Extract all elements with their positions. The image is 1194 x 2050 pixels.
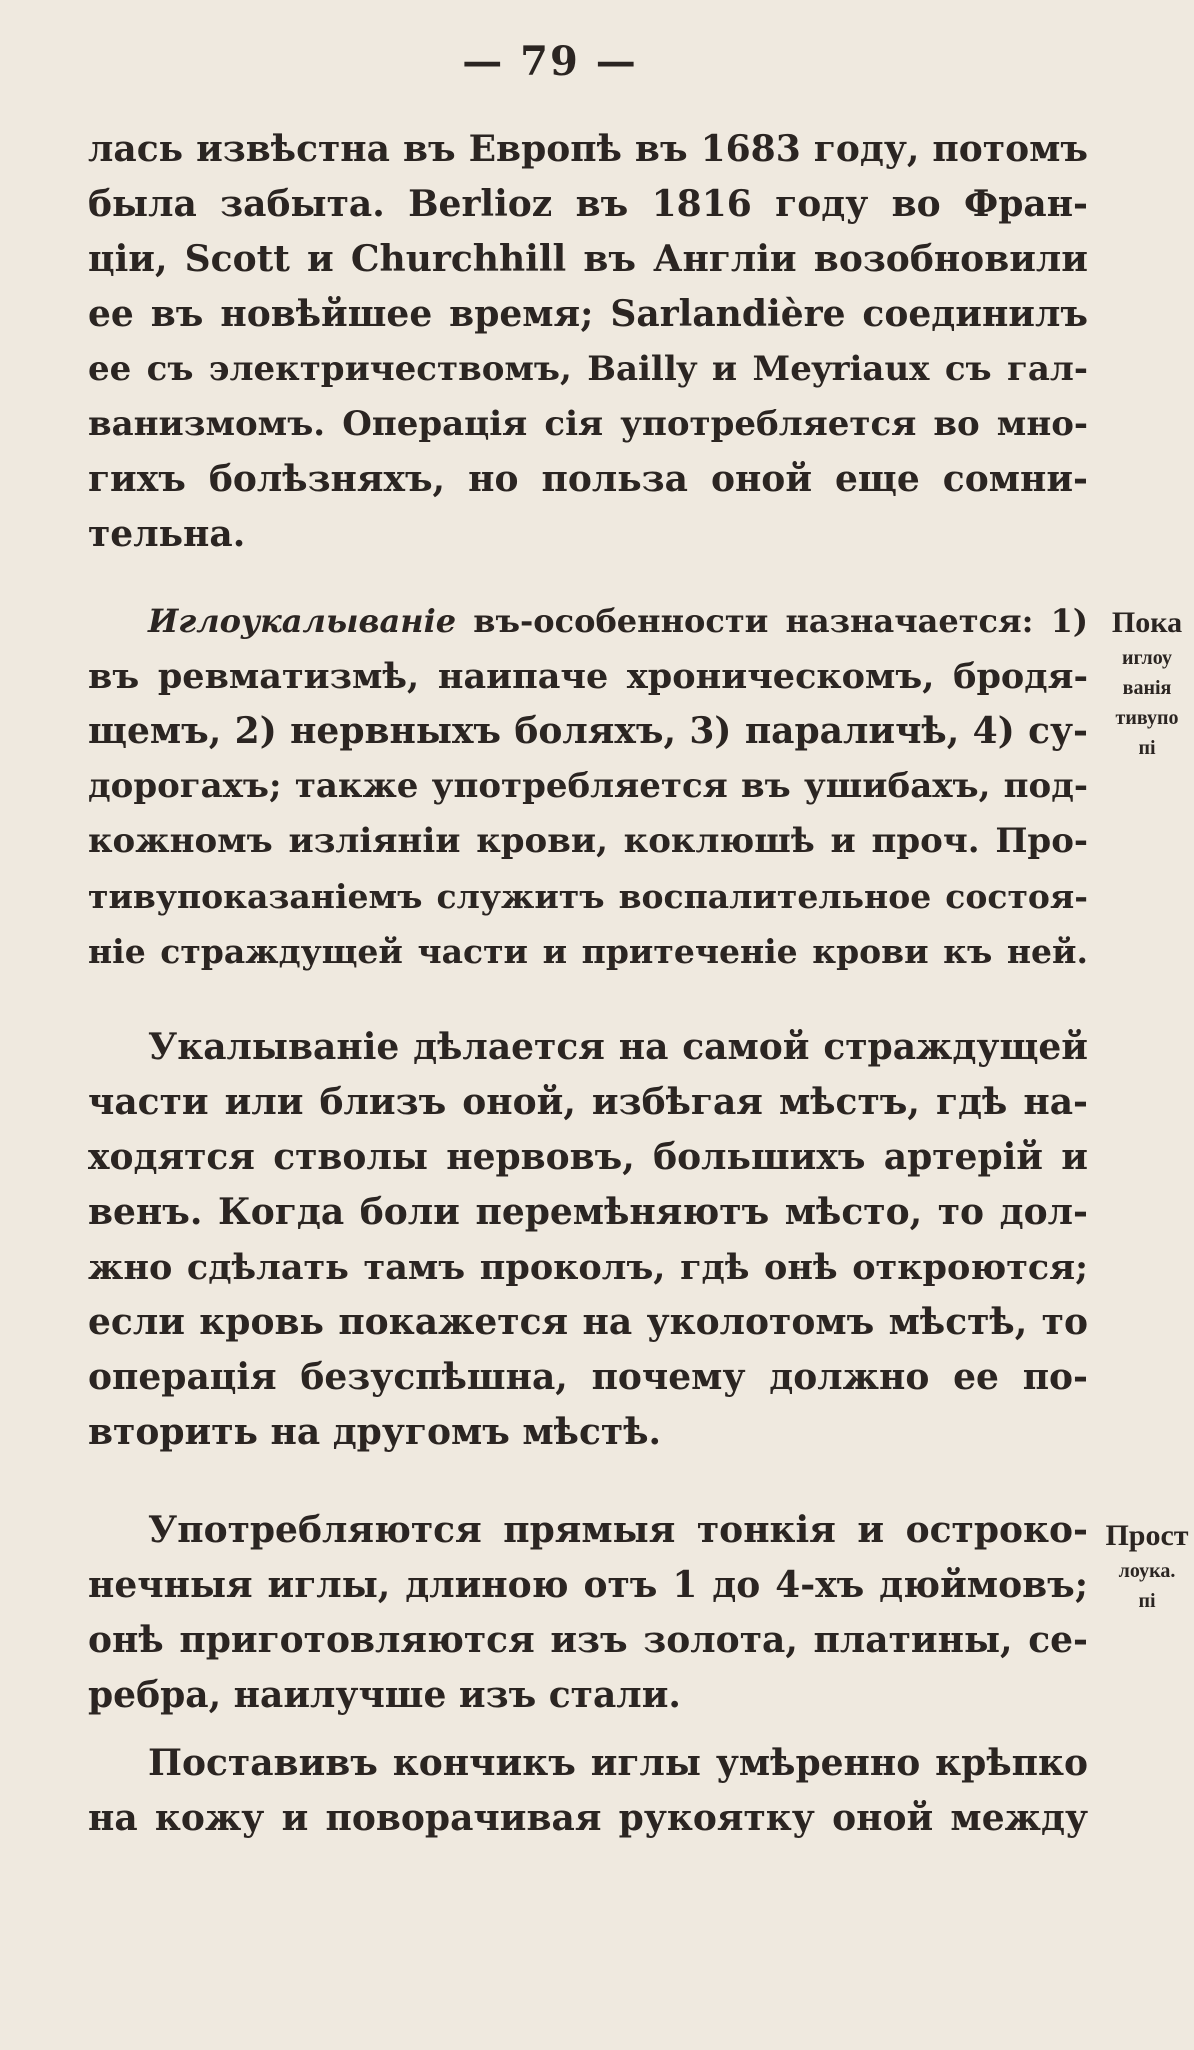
paragraph-5 — [88, 1736, 1088, 1846]
italic-term: Иглоукалываніе — [148, 602, 457, 640]
text-line: гихъ болѣзняхъ, но польза оной еще сомни- — [88, 458, 1088, 500]
margin-note-line: лоука. — [1118, 1560, 1176, 1582]
text-line: ніе страждущей части и притеченіе крови къ ней. — [88, 932, 1088, 971]
paragraph-4 — [88, 1503, 1088, 1723]
text-line: на кожу и поворачивая рукоятку оной между — [88, 1797, 1088, 1839]
text-line: венъ. Когда боли перемѣняютъ мѣсто, то дол- — [88, 1191, 1088, 1233]
text-line: тивупоказаніемъ служитъ воспалительное состоя- — [88, 877, 1088, 916]
text-line: ее въ новѣйшее время; Sarlandière соединилъ — [88, 293, 1088, 335]
margin-note-line: пі — [1138, 1590, 1156, 1612]
text-line: ціи, Scott и Churchhill въ Англіи возобновили — [88, 238, 1088, 280]
text-line: лась извѣстна въ Европѣ въ 1683 году, потомъ — [88, 128, 1088, 170]
text-line: ходятся стволы нервовъ, большихъ артерій и — [88, 1136, 1088, 1178]
margin-note-line: тивупо — [1115, 707, 1179, 729]
paragraph-1 — [88, 122, 1088, 562]
margin-note-1 — [1100, 603, 1194, 763]
text-line: кожномъ изліяніи крови, коклюшѣ и проч. Про- — [88, 821, 1088, 861]
text-fragment: въ-особенности назначается: 1) — [456, 602, 1088, 640]
text-line: онѣ приготовляются изъ золота, платины, се- — [88, 1619, 1088, 1661]
text-line: вторить на другомъ мѣстѣ. — [88, 1411, 662, 1453]
text-line: была забыта. Berlioz въ 1816 году во Фран- — [88, 183, 1088, 225]
text-line: щемъ, 2) нервныхъ боляхъ, 3) параличѣ, 4) су- — [88, 710, 1088, 752]
text-line: ванизмомъ. Операція сія употребляется во мно- — [88, 404, 1088, 444]
paragraph-2 — [88, 594, 1088, 979]
page-number: — 79 — — [462, 38, 638, 85]
text-line: нечныя иглы, длиною отъ 1 до 4-хъ дюймовъ; — [88, 1564, 1088, 1606]
margin-note-line: Прост — [1105, 1519, 1189, 1552]
margin-note-line: пі — [1138, 737, 1156, 759]
text-line: Употребляются прямыя тонкія и остроко- — [148, 1509, 1088, 1551]
text-line: если кровь покажется на уколотомъ мѣстѣ, то — [88, 1301, 1088, 1343]
text-line — [88, 594, 1088, 649]
text-line: операція безуспѣшна, почему должно ее по- — [88, 1356, 1088, 1398]
margin-note-line: ванія — [1122, 677, 1172, 699]
text-line: дорогахъ; также употребляется въ ушибахъ, под- — [88, 766, 1088, 806]
text-line: въ ревматизмѣ, наипаче хроническомъ, бродя- — [88, 656, 1088, 697]
text-line: Поставивъ кончикъ иглы умѣренно крѣпко — [148, 1742, 1088, 1784]
margin-note-2 — [1100, 1516, 1194, 1616]
text-line: ее съ электричествомъ, Bailly и Meyriaux съ гал- — [88, 349, 1088, 389]
text-line: Укалываніе дѣлается на самой страждущей — [148, 1026, 1088, 1068]
text-line: части или близъ оной, избѣгая мѣстъ, гдѣ на- — [88, 1081, 1088, 1123]
text-line: жно сдѣлать тамъ проколъ, гдѣ онѣ откроются; — [88, 1247, 1088, 1288]
text-line: ребра, наилучше изъ стали. — [88, 1674, 681, 1716]
margin-note-line: иглоу — [1121, 647, 1173, 669]
text-line: тельна. — [88, 513, 246, 555]
paragraph-3 — [88, 1020, 1088, 1460]
margin-note-line: Пока — [1111, 606, 1183, 639]
